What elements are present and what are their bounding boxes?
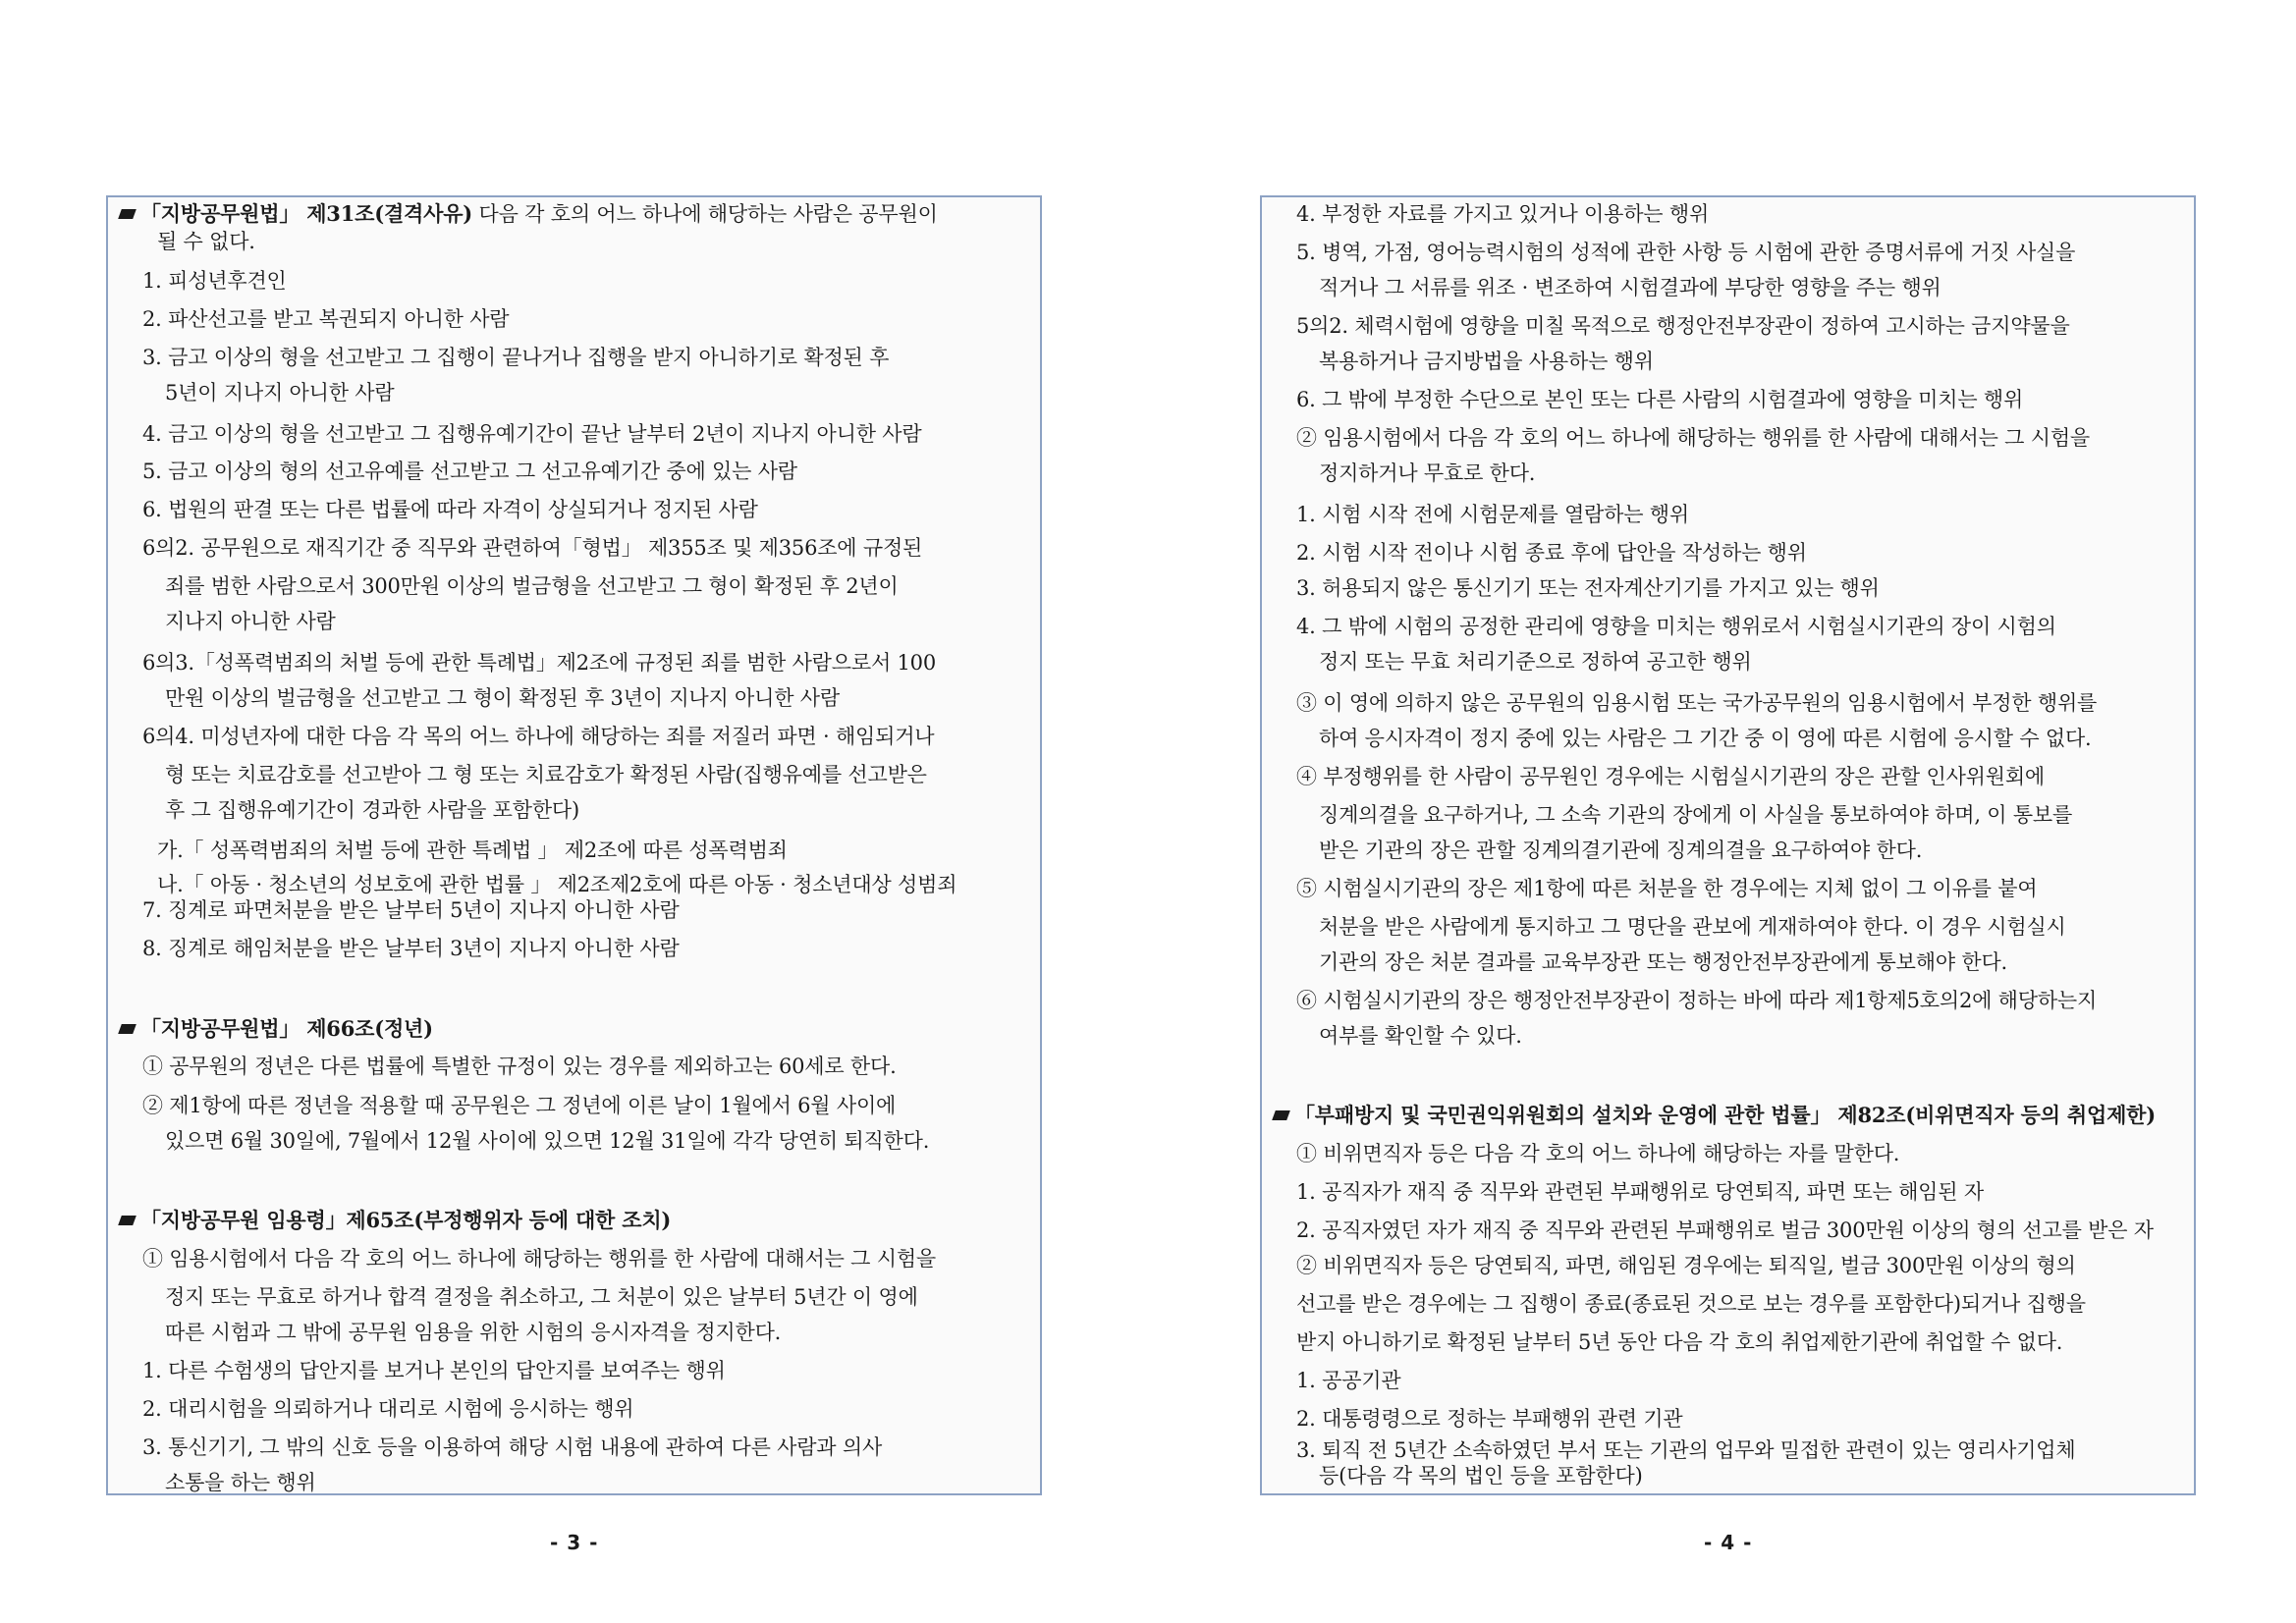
text-line: 5. 금고 이상의 형의 선고유예를 선고받고 그 선고유예기간 중에 있는 사람	[142, 460, 797, 483]
text-line: 5년이 지나지 아니한 사람	[165, 381, 395, 405]
text-line: 3. 퇴직 전 5년간 소속하였던 부서 또는 기관의 업무와 밀접한 관련이 있는 영리사기업체	[1296, 1438, 2076, 1462]
text-line: 될 수 없다.	[157, 230, 255, 253]
bullet-square-icon	[118, 1216, 137, 1225]
text-line: 1. 피성년후견인	[142, 269, 287, 293]
text-line: 2. 파산선고를 받고 복권되지 아니한 사람	[142, 307, 510, 331]
text-line: 등(다음 각 목의 법인 등을 포함한다)	[1319, 1464, 1643, 1488]
text-line: ① 공무원의 정년은 다른 법률에 특별한 규정이 있는 경우를 제외하고는 60세로 한다.	[142, 1055, 897, 1078]
text-line: ④ 부정행위를 한 사람이 공무원인 경우에는 시험실시기관의 장은 관할 인사위원회에	[1296, 765, 2045, 788]
text-line: 죄를 범한 사람으로서 300만원 이상의 벌금형을 선고받고 그 형이 확정된 후 2년이	[165, 574, 899, 598]
text-line: ① 비위면직자 등은 다음 각 호의 어느 하나에 해당하는 자를 말한다.	[1296, 1142, 1900, 1165]
text-line: 4. 금고 이상의 형을 선고받고 그 집행유예기간이 끝난 날부터 2년이 지나지 아니한 사람	[142, 422, 922, 446]
text-line: ⑥ 시험실시기관의 장은 행정안전부장관이 정하는 바에 따라 제1항제5호의2에 해당하는지	[1296, 989, 2098, 1012]
section-heading	[120, 1016, 433, 1042]
text-line: 2. 공직자였던 자가 재직 중 직무와 관련된 부패행위로 벌금 300만원 이상의 형의 선고를 받은 자	[1296, 1218, 2154, 1242]
bullet-square-icon	[1272, 1110, 1290, 1120]
text-line: 기관의 장은 처분 결과를 교육부장관 또는 행정안전부장관에게 통보해야 한다.	[1319, 950, 2008, 974]
heading-title: 「지방공무원법」 제31조(결격사유)	[140, 201, 473, 226]
text-line: 따른 시험과 그 밖에 공무원 임용을 위한 시험의 응시자격을 정지한다.	[165, 1321, 782, 1344]
section-heading	[120, 1208, 671, 1233]
text-line: 가.「 성폭력범죄의 처벌 등에 관한 특례법 」 제2조에 따른 성폭력범죄	[157, 839, 788, 862]
text-line: 2. 대통령령으로 정하는 부패행위 관련 기관	[1296, 1407, 1683, 1431]
text-line: 정지 또는 무효 처리기준으로 정하여 공고한 행위	[1319, 650, 1752, 674]
heading-title: 「지방공무원 임용령」제65조(부정행위자 등에 대한 조치)	[140, 1208, 672, 1232]
text-line: 나.「 아동 · 청소년의 성보호에 관한 법률 」 제2조제2호에 따른 아동 · 청소년대상 성범죄	[157, 873, 957, 896]
text-line: ③ 이 영에 의하지 않은 공무원의 임용시험 또는 국가공무원의 임용시험에서 부정한 행위를	[1296, 691, 2098, 715]
text-line: 3. 금고 이상의 형을 선고받고 그 집행이 끝나거나 집행을 받지 아니하기로 확정된 후	[142, 346, 890, 369]
text-line: 소통을 하는 행위	[165, 1471, 316, 1494]
text-line: 6의4. 미성년자에 대한 다음 각 목의 어느 하나에 해당하는 죄를 저질러 파면 · 해임되거나	[142, 725, 935, 748]
text-line: 5의2. 체력시험에 영향을 미칠 목적으로 행정안전부장관이 정하여 고시하는 금지약물을	[1296, 314, 2070, 338]
text-line: 3. 허용되지 않은 통신기기 또는 전자계산기기를 가지고 있는 행위	[1296, 576, 1880, 600]
text-line: ⑤ 시험실시기관의 장은 제1항에 따른 처분을 한 경우에는 지체 없이 그 이유를 붙여	[1296, 877, 2038, 900]
text-line: ② 임용시험에서 다음 각 호의 어느 하나에 해당하는 행위를 한 사람에 대해서는 그 시험을	[1296, 426, 2090, 450]
text-line: ② 비위면직자 등은 당연퇴직, 파면, 해임된 경우에는 퇴직일, 벌금 300만원 이상의 형의	[1296, 1254, 2076, 1277]
text-line: 2. 시험 시작 전이나 시험 종료 후에 답안을 작성하는 행위	[1296, 541, 1807, 565]
heading-body-text: 다음 각 호의 어느 하나에 해당하는 사람은 공무원이	[472, 202, 938, 226]
text-line: 정지 또는 무효로 하거나 합격 결정을 취소하고, 그 처분이 있은 날부터 5년간 이 영에	[165, 1285, 918, 1309]
text-line: 받지 아니하기로 확정된 날부터 5년 동안 다음 각 호의 취업제한기관에 취업할 수 없다.	[1296, 1330, 2063, 1354]
text-line: 만원 이상의 벌금형을 선고받고 그 형이 확정된 후 3년이 지나지 아니한 사람	[165, 686, 840, 710]
text-line: 여부를 확인할 수 있다.	[1319, 1024, 1522, 1048]
heading-title: 「지방공무원법」 제66조(정년)	[140, 1016, 433, 1041]
section-heading	[120, 201, 938, 227]
text-line: 6. 그 밖에 부정한 수단으로 본인 또는 다른 사람의 시험결과에 영향을 미치는 행위	[1296, 388, 2024, 411]
text-line: 지나지 아니한 사람	[165, 610, 336, 633]
text-line: 후 그 집행유예기간이 경과한 사람을 포함한다)	[165, 798, 580, 822]
text-line: 정지하거나 무효로 한다.	[1319, 461, 1536, 485]
text-line: 징계의결을 요구하거나, 그 소속 기관의 장에게 이 사실을 통보하여야 하며, 이 통보를	[1319, 803, 2073, 827]
text-line: 7. 징계로 파면처분을 받은 날부터 5년이 지나지 아니한 사람	[142, 898, 680, 922]
text-line: 6의3.「성폭력범죄의 처벌 등에 관한 특례법」제2조에 규정된 죄를 범한 사람으로서 100	[142, 651, 936, 675]
bullet-square-icon	[118, 209, 137, 219]
text-line: 6. 법원의 판결 또는 다른 법률에 따라 자격이 상실되거나 정지된 사람	[142, 498, 758, 521]
text-line: 적거나 그 서류를 위조 · 변조하여 시험결과에 부당한 영향을 주는 행위	[1319, 276, 1941, 299]
text-line: 있으면 6월 30일에, 7월에서 12월 사이에 있으면 12월 31일에 각각 당연히 퇴직한다.	[165, 1129, 930, 1153]
text-line: 1. 시험 시작 전에 시험문제를 열람하는 행위	[1296, 503, 1689, 526]
text-line: 선고를 받은 경우에는 그 집행이 종료(종료된 것으로 보는 경우를 포함한다)되거나 집행을	[1296, 1292, 2086, 1316]
text-line: 1. 다른 수험생의 답안지를 보거나 본인의 답안지를 보여주는 행위	[142, 1359, 726, 1382]
page-number-left: - 3 -	[550, 1531, 599, 1554]
text-line: 3. 통신기기, 그 밖의 신호 등을 이용하여 해당 시험 내용에 관하여 다른 사람과 의사	[142, 1435, 883, 1459]
text-line: 복용하거나 금지방법을 사용하는 행위	[1319, 350, 1654, 373]
text-line: 4. 부정한 자료를 가지고 있거나 이용하는 행위	[1296, 202, 1710, 226]
text-line: 1. 공공기관	[1296, 1369, 1401, 1392]
text-line: 형 또는 치료감호를 선고받아 그 형 또는 치료감호가 확정된 사람(집행유예를 선고받은	[165, 763, 927, 786]
text-line: 1. 공직자가 재직 중 직무와 관련된 부패행위로 당연퇴직, 파면 또는 해임된 자	[1296, 1180, 1984, 1204]
text-line: ① 임용시험에서 다음 각 호의 어느 하나에 해당하는 행위를 한 사람에 대해서는 그 시험을	[142, 1247, 936, 1271]
text-line: 6의2. 공무원으로 재직기간 중 직무와 관련하여「형법」 제355조 및 제356조에 규정된	[142, 536, 923, 560]
bullet-square-icon	[118, 1024, 137, 1034]
left-document-panel	[106, 195, 1042, 1495]
text-line: ② 제1항에 따른 정년을 적용할 때 공무원은 그 정년에 이른 날이 1월에서 6월 사이에	[142, 1094, 897, 1117]
right-document-panel	[1260, 195, 2196, 1495]
text-line: 2. 대리시험을 의뢰하거나 대리로 시험에 응시하는 행위	[142, 1397, 634, 1421]
text-line: 8. 징계로 해임처분을 받은 날부터 3년이 지나지 아니한 사람	[142, 937, 680, 960]
text-line: 4. 그 밖에 시험의 공정한 관리에 영향을 미치는 행위로서 시험실시기관의 장이 시험의	[1296, 615, 2056, 638]
text-line: 받은 기관의 장은 관할 징계의결기관에 징계의결을 요구하여야 한다.	[1319, 839, 1923, 862]
text-line: 하여 응시자격이 정지 중에 있는 사람은 그 기간 중 이 영에 따른 시험에 응시할 수 없다.	[1319, 727, 2092, 750]
heading-title: 「부패방지 및 국민권익위원회의 설치와 운영에 관한 법률」 제82조(비위면직자 등의 취업제한)	[1294, 1103, 2156, 1127]
page-number-right: - 4 -	[1704, 1531, 1753, 1554]
text-line: 5. 병역, 가점, 영어능력시험의 성적에 관한 사항 등 시험에 관한 증명서류에 거짓 사실을	[1296, 241, 2076, 264]
text-line: 처분을 받은 사람에게 통지하고 그 명단을 관보에 게재하여야 한다. 이 경우 시험실시	[1319, 915, 2066, 939]
section-heading	[1274, 1103, 2156, 1128]
